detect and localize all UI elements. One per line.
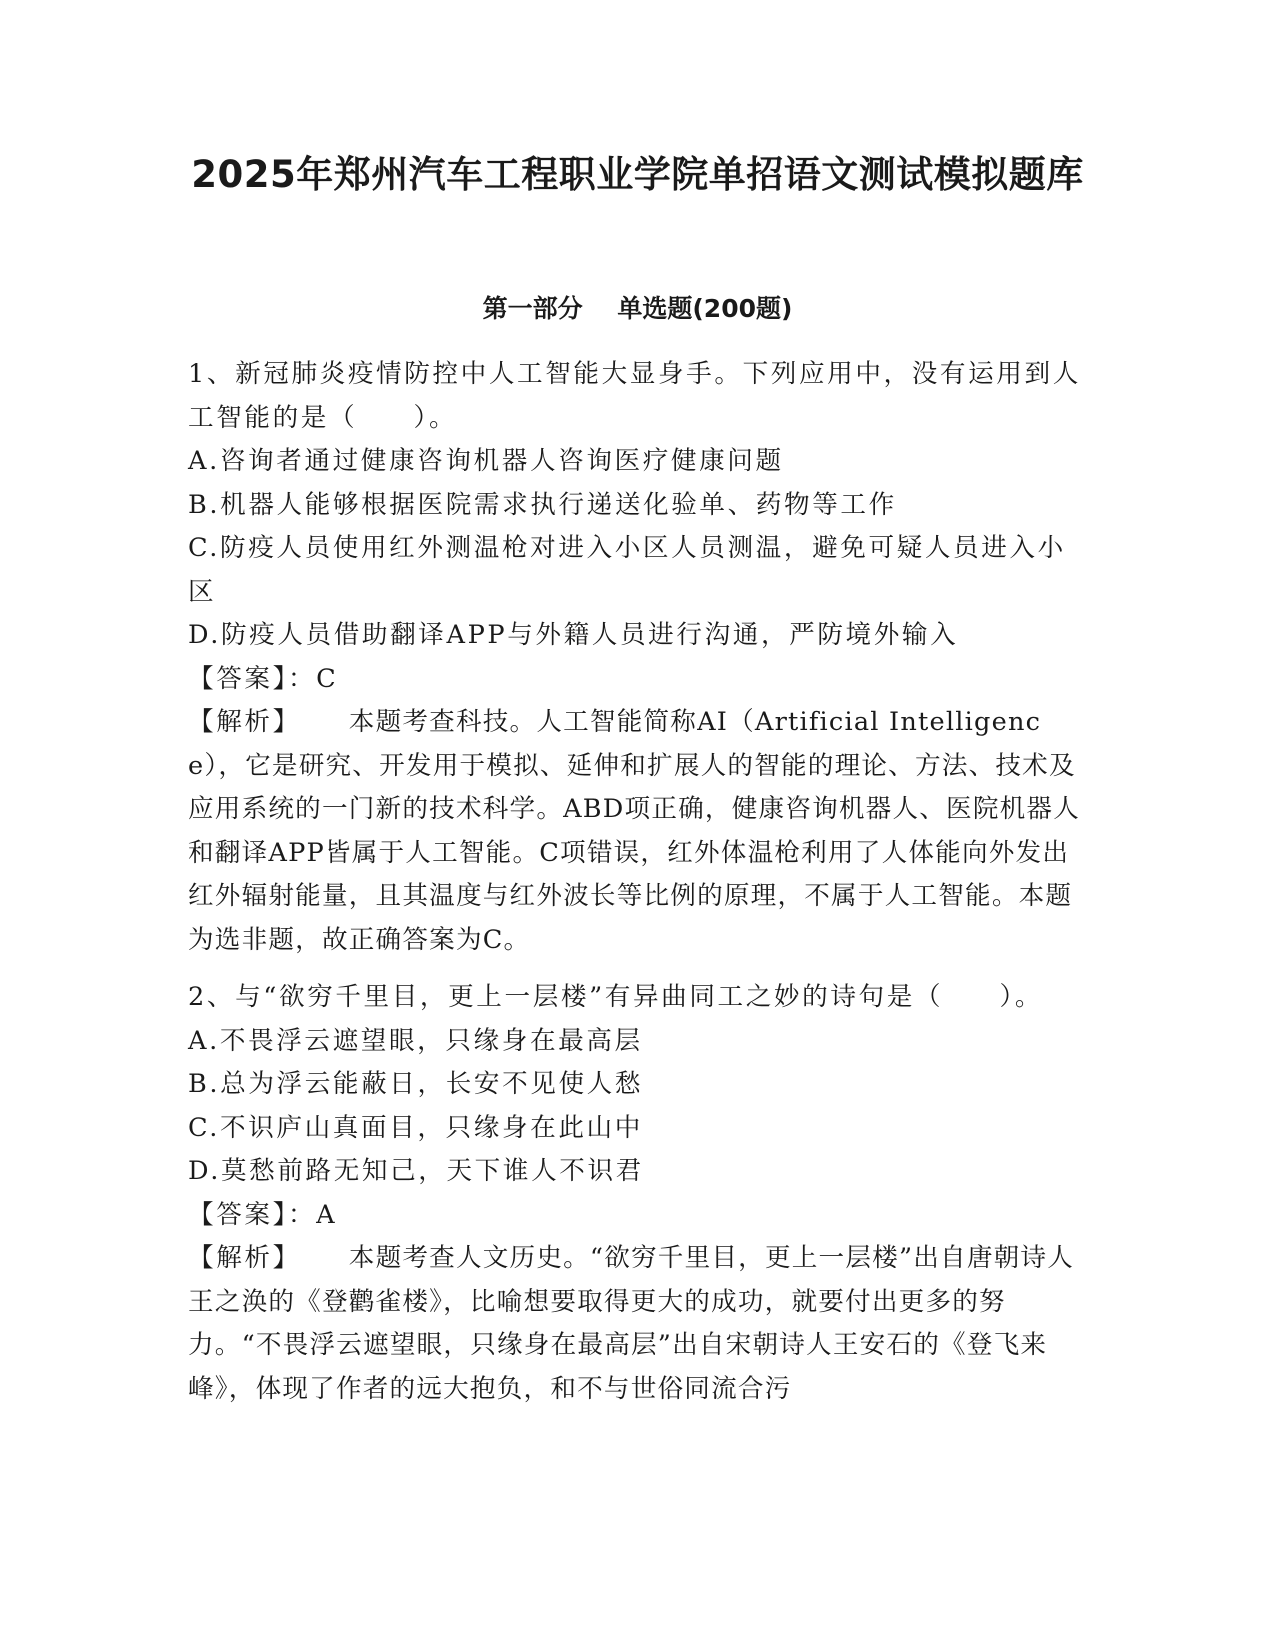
analysis-text: 本题考查人文历史。“欲穷千里目，更上一层楼”出自唐朝诗人王之涣的《登鹳雀楼》，比喻想要取得更大的成功，就要付出更多的努力。“不畏浮云遮望眼，只缘身在最高层”出自宋朝诗人王安石的《登飞来峰》，体现了作者的远大抱负，和不与世俗同流合污: [188, 1243, 1074, 1404]
question-stem: 2、与“欲穷千里目，更上一层楼”有异曲同工之妙的诗句是（ ）。: [188, 982, 1044, 1012]
section-heading: 第一部分 单选题(200题): [482, 294, 793, 323]
question-stem: 1、新冠肺炎疫情防控中人工智能大显身手。下列应用中，没有运用到人工智能的是（ ）。: [188, 359, 1081, 433]
option-a: A.不畏浮云遮望眼，只缘身在最高层: [188, 1025, 643, 1056]
analysis-paragraph: [188, 701, 1088, 962]
option-d: D.防疫人员借助翻译APP与外籍人员进行沟通，严防境外输入: [188, 620, 959, 650]
option-c: C.防疫人员使用红外测温枪对进入小区人员测温，避免可疑人员进入小区: [188, 533, 1066, 607]
option-b: B.机器人能够根据医院需求执行递送化验单、药物等工作: [188, 489, 897, 520]
document-title: 2025年郑州汽车工程职业学院单招语文测试模拟题库: [191, 153, 1084, 196]
answer-value: C: [316, 663, 339, 694]
option-b: B.总为浮云能蔽日，长安不见使人愁: [188, 1069, 644, 1099]
analysis-text: 本题考查科技。人工智能简称AI（Artificial Intelligence），它是研究、开发用于模拟、延伸和扩展人的智能的理论、方法、技术及应用系统的一门新的技术科学。ABD项正确，健康咨询机器人、医院机器人和翻译APP皆属于人工智能。C项错误，红外体温枪利用了人体能向外发出红外辐射能量，且其温度与红外波长等比例的原理，不属于人工智能。本题为选非题，故正确答案为C。: [188, 707, 1081, 955]
option-a: A.咨询者通过健康咨询机器人咨询医疗健康问题: [188, 446, 784, 476]
question-2: [188, 976, 1088, 1411]
question-list: [188, 353, 1088, 1411]
analysis-paragraph: [188, 1237, 1088, 1411]
question-1: [188, 353, 1088, 962]
answer-label: 【答案】：: [188, 663, 317, 694]
answer-line: [188, 1194, 1088, 1238]
option-c: C.不识庐山真面目，只缘身在此山中: [188, 1112, 643, 1143]
option-d: D.莫愁前路无知己，天下谁人不识君: [188, 1156, 644, 1186]
analysis-label: 【解析】: [188, 707, 301, 737]
analysis-label: 【解析】: [188, 1243, 301, 1273]
answer-value: A: [316, 1199, 338, 1230]
answer-label: 【答案】：: [188, 1199, 317, 1230]
answer-line: [188, 658, 1088, 702]
